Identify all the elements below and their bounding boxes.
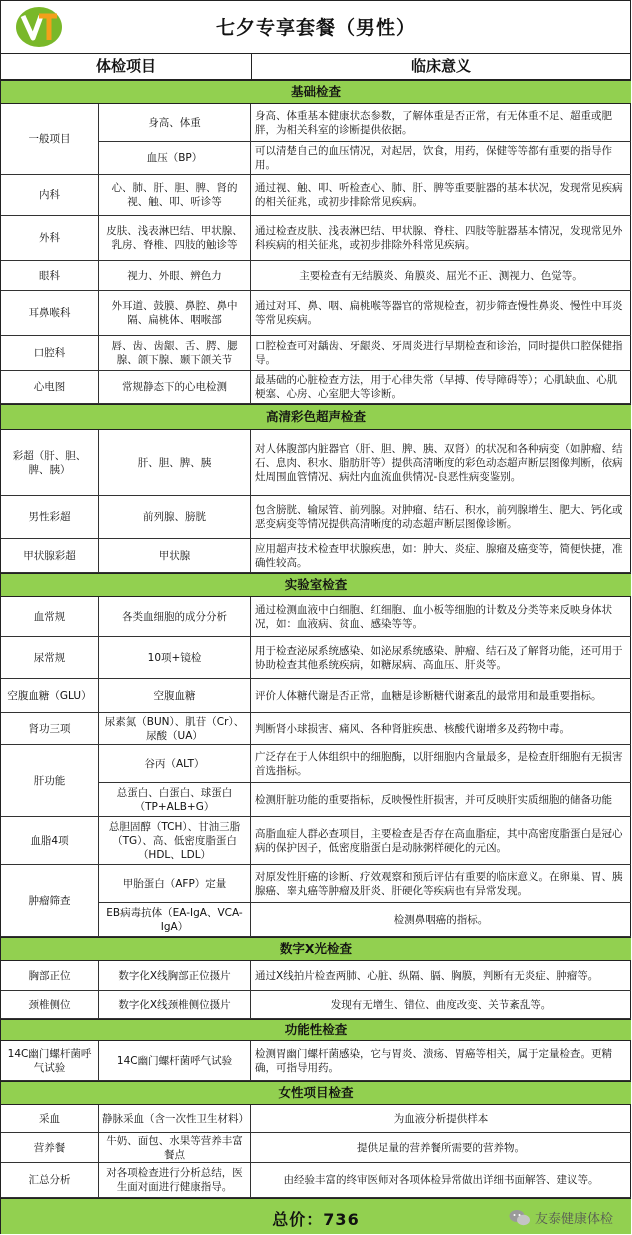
row-item: 甲胎蛋白（AFP）定量: [99, 865, 251, 903]
row-item: 牛奶、面包、水果等营养丰富餐点: [99, 1133, 251, 1163]
row-item: 各类血细胞的成分分析: [99, 597, 251, 637]
row-category: 口腔科: [1, 336, 99, 371]
row-item: 身高、体重: [99, 104, 251, 142]
row-item: 谷丙（ALT）: [99, 745, 251, 783]
row-meaning: 身高、体重基本健康状态参数，了解体重是否正常，有无体重不足、超重或肥胖，为相关科室的诊断提供依据。: [251, 104, 631, 142]
row-category: 尿常规: [1, 637, 99, 679]
row-item: 空腹血糖: [99, 679, 251, 713]
row-meaning: 通过对耳、鼻、咽、扁桃喉等器官的常规检查，初步筛查慢性鼻炎、慢性中耳炎等常见疾病。: [251, 291, 631, 336]
row-item: 前列腺、膀胱: [99, 496, 251, 539]
row-meaning: 口腔检查可对龋齿、牙龈炎、牙周炎进行早期检查和诊治，同时提供口腔保健指导。: [251, 336, 631, 371]
row-category: 血常规: [1, 597, 99, 637]
row-item: 数字化X线颈椎侧位摄片: [99, 991, 251, 1019]
row-meaning: 通过X线拍片检查两肺、心脏、纵隔、膈、胸膜，判断有无炎症、肿瘤等。: [251, 961, 631, 991]
row-meaning: 通过视、触、叩、听检查心、肺、肝、脾等重要脏器的基本状况，发现常见疾病的相关征兆，或初步排除常见疾病。: [251, 175, 631, 216]
row-meaning: 用于检查泌尿系统感染、如泌尿系统感染、肿瘤、结石及了解肾功能，还可用于协助检查其他系统疾病，如糖尿病、高血压、肝炎等。: [251, 637, 631, 679]
row-category: 外科: [1, 216, 99, 261]
row-category: 眼科: [1, 261, 99, 291]
row-meaning: 评价人体糖代谢是否正常，血糖是诊断糖代谢紊乱的最常用和最重要指标。: [251, 679, 631, 713]
watermark: [509, 1208, 613, 1227]
row-category: 14C幽门螺杆菌呼气试验: [1, 1041, 99, 1081]
row-category: 内科: [1, 175, 99, 216]
row-item: 血压（BP）: [99, 142, 251, 175]
row-meaning: 包含膀胱、输尿管、前列腺。对肿瘤、结石、积水，前列腺增生、肥大、钙化或恶变病变等情况提供高清晰度的动态超声断层图像诊断。: [251, 496, 631, 539]
row-meaning: 可以清楚自己的血压情况，对起居，饮食，用药，保健等等都有重要的指导作用。: [251, 142, 631, 175]
row-meaning: 通过检测血液中白细胞、红细胞、血小板等细胞的计数及分类等来反映身体状况，如：血液病、贫血、感染等等。: [251, 597, 631, 637]
row-item: 肝、胆、脾、胰: [99, 430, 251, 496]
row-meaning: 广泛存在于人体组织中的细胞酶，以肝细胞内含量最多，是检查肝细胞有无损害首选指标。: [251, 745, 631, 783]
row-meaning: 主要检查有无结膜炎、角膜炎、屈光不正、测视力、色觉等。: [251, 261, 631, 291]
row-item: EB病毒抗体（EA-IgA、VCA-IgA）: [99, 903, 251, 937]
row-meaning: 检测肝脏功能的重要指标，反映慢性肝损害，并可反映肝实质细胞的储备功能: [251, 783, 631, 817]
row-category: 甲状腺彩超: [1, 539, 99, 573]
column-header-item: 体检项目: [1, 53, 252, 80]
wechat-icon: [509, 1209, 531, 1227]
row-item: 皮肤、浅表淋巴结、甲状腺、乳房、脊椎、四肢的触诊等: [99, 216, 251, 261]
header: [1, 1, 631, 54]
row-meaning: 为血液分析提供样本: [251, 1105, 631, 1133]
row-category: 空腹血糖（GLU）: [1, 679, 99, 713]
row-category: 男性彩超: [1, 496, 99, 539]
section-header: 数字X光检查: [1, 937, 631, 961]
row-category: 一般项目: [1, 104, 99, 175]
row-item: 唇、齿、齿龈、舌、腭、腮腺、颌下腺、颞下颌关节: [99, 336, 251, 371]
section-header: 女性项目检查: [1, 1081, 631, 1105]
row-item: 视力、外眼、辨色力: [99, 261, 251, 291]
row-category: 心电图: [1, 371, 99, 404]
column-header-meaning: 临床意义: [251, 53, 631, 80]
row-meaning: 判断肾小球损害、痛风、各种肾脏疾患、核酸代谢增多及药物中毒。: [251, 713, 631, 745]
row-meaning: 检测胃幽门螺杆菌感染，它与胃炎、溃疡、胃癌等相关，属于定量检查。更精确，可指导用药。: [251, 1041, 631, 1081]
row-item: 对各项检查进行分析总结，医生面对面进行健康指导。: [99, 1163, 251, 1198]
row-category: 营养餐: [1, 1133, 99, 1163]
row-item: 总胆固醇（TCH）、甘油三脂（TG）、高、低密度脂蛋白（HDL、LDL）: [99, 817, 251, 865]
row-category: 肿瘤筛查: [1, 865, 99, 937]
page-title: 七夕专享套餐（男性）: [215, 17, 416, 39]
section-header: 基础检查: [1, 80, 631, 104]
row-meaning: 发现有无增生、错位、曲度改变、关节紊乱等。: [251, 991, 631, 1019]
row-meaning: 对原发性肝癌的诊断、疗效观察和预后评估有重要的临床意义。在卵巢、胃、胰腺癌、睾丸癌等肿瘤及肝炎、肝硬化等疾病也有异常发现。: [251, 865, 631, 903]
row-item: 尿素氮（BUN）、肌苷（Cr）、尿酸（UA）: [99, 713, 251, 745]
row-item: 心、肺、肝、胆、脾、肾的视、触、叩、听诊等: [99, 175, 251, 216]
section-header: 高清彩色超声检查: [1, 404, 631, 430]
row-category: 汇总分析: [1, 1163, 99, 1198]
row-item: 14C幽门螺杆菌呼气试验: [99, 1041, 251, 1081]
row-category: 彩超（肝、胆、脾、胰）: [1, 430, 99, 496]
row-category: 肝功能: [1, 745, 99, 817]
total-bar: [1, 1198, 631, 1234]
watermark-text: 友泰健康体检: [534, 1212, 613, 1227]
row-item: 常规静态下的心电检测: [99, 371, 251, 404]
row-meaning: 应用超声技术检查甲状腺疾患，如：肿大、炎症、腺瘤及癌变等，简便快捷，准确性较高。: [251, 539, 631, 573]
row-meaning: 检测鼻咽癌的指标。: [251, 903, 631, 937]
row-meaning: 对人体腹部内脏器官（肝、胆、脾、胰、双肾）的状况和各种病变（如肿瘤、结石、息肉、积水、脂肪肝等）提供高清晰度的彩色动态超声断层图像判断，依病灶周围血管情况、病灶内血流血供情况-良恶性病变鉴别。: [251, 430, 631, 496]
section-header: 实验室检查: [1, 573, 631, 597]
row-meaning: 高脂血症人群必查项目，主要检查是否存在高血脂症，其中高密度脂蛋白是冠心病的保护因子，低密度脂蛋白是动脉粥样硬化的元凶。: [251, 817, 631, 865]
row-meaning: 通过检查皮肤、浅表淋巴结、甲状腺、脊柱、四肢等脏器基本情况，发现常见外科疾病的相关征兆，或初步排除外科常见疾病。: [251, 216, 631, 261]
row-item: 数字化X线胸部正位摄片: [99, 961, 251, 991]
row-category: 肾功三项: [1, 713, 99, 745]
row-item: 甲状腺: [99, 539, 251, 573]
row-category: 耳鼻喉科: [1, 291, 99, 336]
row-item: 总蛋白、白蛋白、球蛋白（TP+ALB+G）: [99, 783, 251, 817]
row-item: 10项+镜检: [99, 637, 251, 679]
row-meaning: 提供足量的营养餐所需要的营养物。: [251, 1133, 631, 1163]
row-category: 采血: [1, 1105, 99, 1133]
row-item: 静脉采血（含一次性卫生材料）: [99, 1105, 251, 1133]
row-category: 颈椎侧位: [1, 991, 99, 1019]
section-header: 功能性检查: [1, 1019, 631, 1041]
row-meaning: 最基础的心脏检查方法，用于心律失常（早搏、传导障碍等）；心肌缺血、心肌梗塞、心房、心室肥大等诊断。: [251, 371, 631, 404]
row-category: 血脂4项: [1, 817, 99, 865]
row-meaning: 由经验丰富的终审医师对各项体检异常做出详细书面解答、建议等。: [251, 1163, 631, 1198]
total-price: 总价：736: [272, 1210, 360, 1229]
row-category: 胸部正位: [1, 961, 99, 991]
row-item: 外耳道、鼓膜、鼻腔、鼻中隔、扁桃体、咽喉部: [99, 291, 251, 336]
